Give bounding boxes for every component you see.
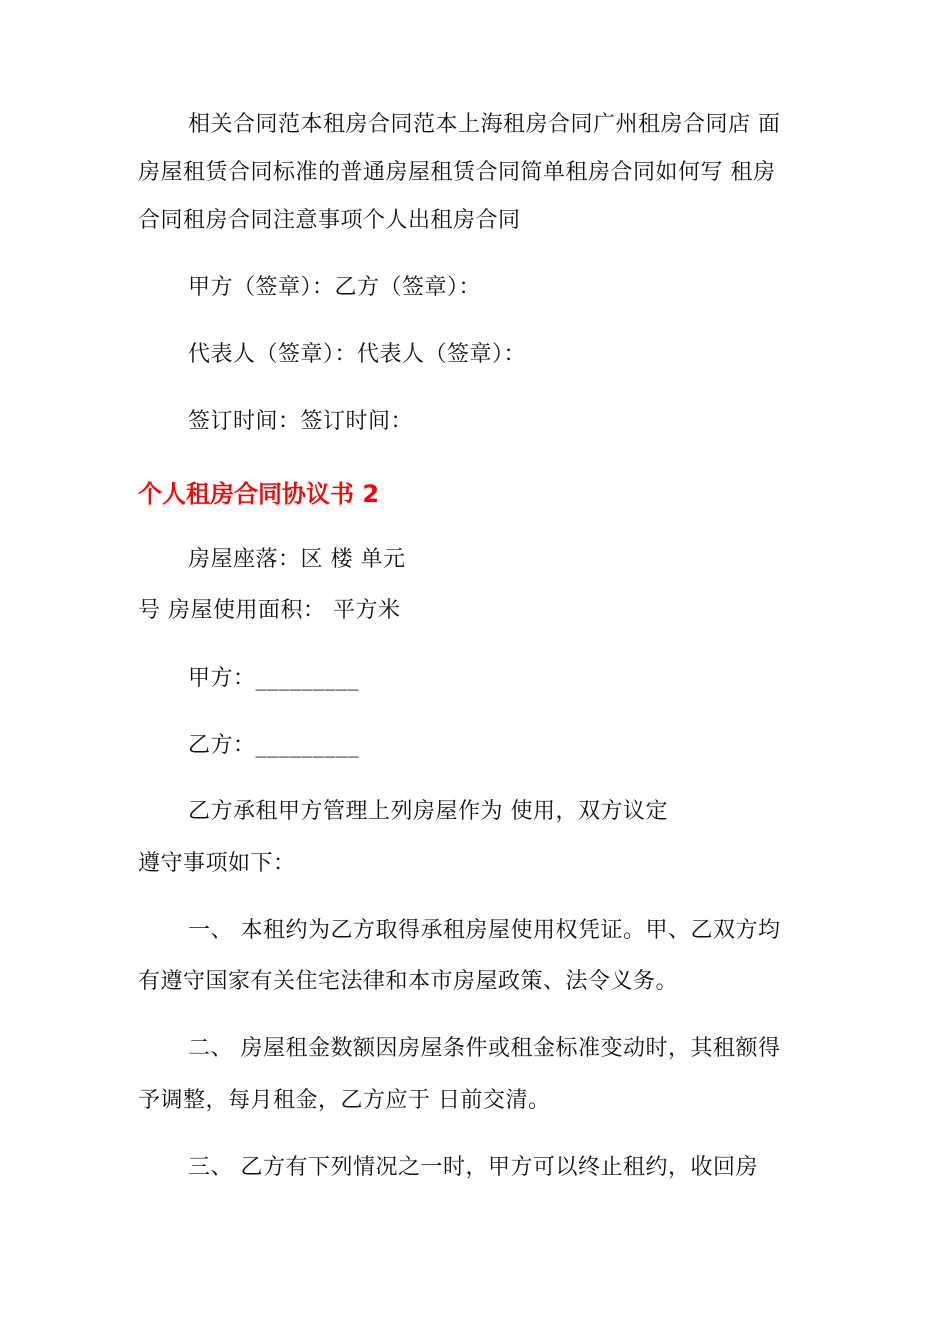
- clause-2-line-2: 予调整，每月租金，乙方应于 日前交清。: [138, 1088, 551, 1113]
- party-b-line: 乙方：_________: [188, 733, 360, 758]
- intro-line-2: 遵守事项如下：: [138, 851, 296, 876]
- related-contracts-line-3: 合同租房合同注意事项个人出租房合同: [138, 208, 521, 233]
- section-title: 个人租房合同协议书 2: [138, 480, 380, 508]
- related-contracts-line-2: 房屋租赁合同标准的普通房屋租赁合同简单租房合同如何写 租房: [138, 160, 776, 185]
- intro-line-1: 乙方承租甲方管理上列房屋作为 使用，双方议定: [188, 799, 668, 824]
- party-seal-line: 甲方（签章）：乙方（签章）：: [188, 275, 482, 300]
- representative-seal-line: 代表人（签章）：代表人（签章）：: [188, 342, 527, 367]
- property-area-line: 号 房屋使用面积： 平方米: [138, 598, 401, 623]
- clause-1-line-2: 有遵守国家有关住宅法律和本市房屋政策、法令义务。: [138, 969, 679, 994]
- sign-date-line: 签订时间：签订时间：: [188, 409, 414, 434]
- clause-3-line-1: 三、 乙方有下列情况之一时，甲方可以终止租约，收回房: [188, 1155, 758, 1180]
- clause-2-line-1: 二、 房屋租金数额因房屋条件或租金标准变动时，其租额得: [188, 1036, 781, 1061]
- clause-1-line-1: 一、 本租约为乙方取得承租房屋使用权凭证。甲、乙双方均: [188, 918, 781, 943]
- property-location-line: 房屋座落：区 楼 单元: [188, 547, 406, 572]
- related-contracts-line-1: 相关合同范本租房合同范本上海租房合同广州租房合同店 面: [188, 112, 781, 137]
- party-a-line: 甲方：_________: [188, 666, 360, 691]
